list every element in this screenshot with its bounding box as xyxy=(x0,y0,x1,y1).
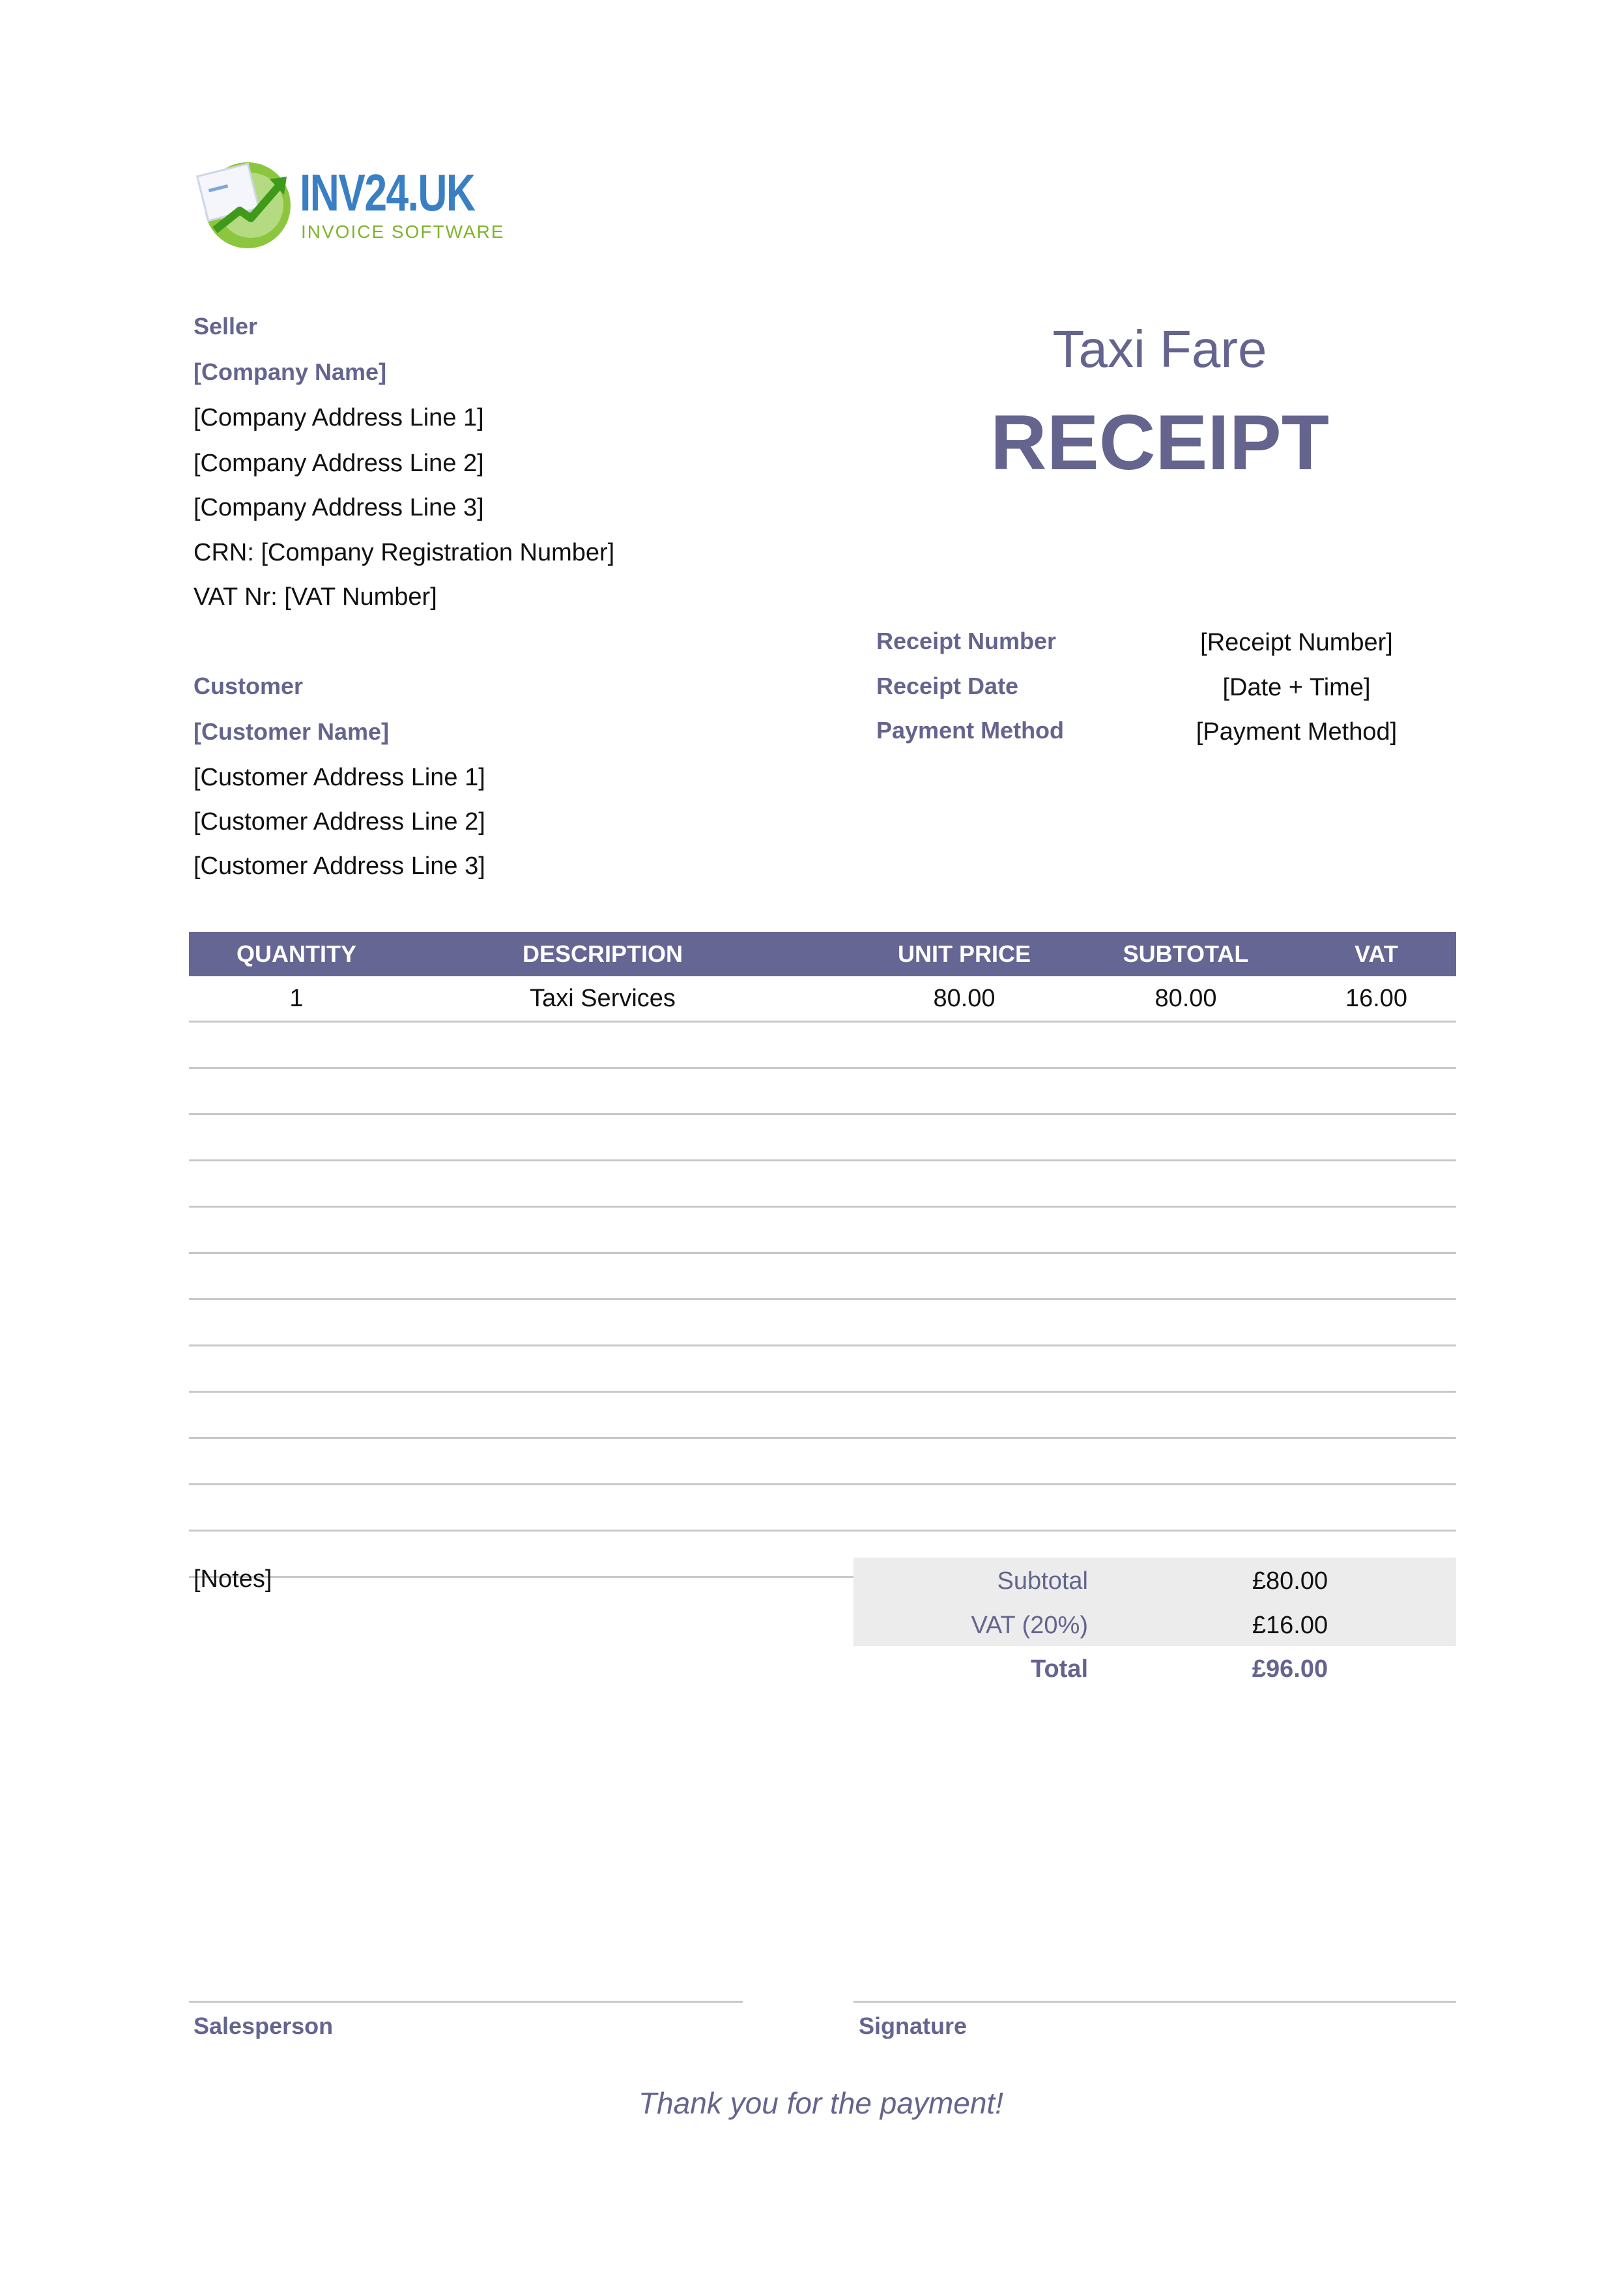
cell-quantity: 1 xyxy=(289,985,304,1012)
seller-company-name: [Company Name] xyxy=(194,358,387,385)
cell-description: Taxi Services xyxy=(530,985,676,1012)
seller-address-line-3: [Company Address Line 3] xyxy=(194,494,484,521)
thank-you-message: Thank you for the payment! xyxy=(638,2086,1003,2120)
table-row-empty xyxy=(189,1023,1456,1069)
seller-heading: Seller xyxy=(194,313,258,340)
customer-heading: Customer xyxy=(194,673,304,699)
receipt-date-value: [Date + Time] xyxy=(1222,674,1371,701)
receipt-subtitle: Taxi Fare xyxy=(1052,320,1267,378)
notes-text: [Notes] xyxy=(194,1565,272,1593)
table-row-empty xyxy=(189,1208,1456,1254)
table-row-empty xyxy=(189,1393,1456,1439)
customer-address-line-3: [Customer Address Line 3] xyxy=(194,852,485,880)
items-table xyxy=(189,932,1456,1578)
signature-line xyxy=(853,2001,1456,2003)
column-header-vat: VAT xyxy=(1355,940,1398,967)
table-row-empty xyxy=(189,1346,1456,1393)
payment-method-label: Payment Method xyxy=(876,717,1065,744)
cell-unit-price: 80.00 xyxy=(933,985,996,1012)
seller-crn: CRN: [Company Registration Number] xyxy=(194,539,615,566)
logo-brand-text: INV24.UK xyxy=(300,164,475,222)
column-header-subtotal: SUBTOTAL xyxy=(1123,940,1249,967)
table-row-empty xyxy=(189,1300,1456,1346)
vat-total-value: £16.00 xyxy=(1252,1612,1328,1639)
receipt-number-value: [Receipt Number] xyxy=(1200,629,1393,656)
table-row-empty xyxy=(189,1439,1456,1485)
table-header xyxy=(189,932,1456,976)
table-row-empty xyxy=(189,1115,1456,1161)
customer-address-line-1: [Customer Address Line 1] xyxy=(194,764,485,791)
payment-method-value: [Payment Method] xyxy=(1196,718,1398,746)
subtotal-label: Subtotal xyxy=(997,1567,1088,1595)
customer-address-line-2: [Customer Address Line 2] xyxy=(194,808,485,836)
seller-vat-number: VAT Nr: [VAT Number] xyxy=(194,583,437,611)
salesperson-label: Salesperson xyxy=(194,2013,334,2039)
vat-total-label: VAT (20%) xyxy=(971,1612,1088,1639)
salesperson-signature-line xyxy=(189,2001,743,2003)
logo-emblem-icon xyxy=(189,153,293,251)
seller-address-line-1: [Company Address Line 1] xyxy=(194,404,484,431)
table-row-empty xyxy=(189,1485,1456,1532)
signature-label: Signature xyxy=(859,2013,968,2039)
receipt-title: RECEIPT xyxy=(990,399,1330,486)
cell-subtotal: 80.00 xyxy=(1154,985,1217,1012)
column-header-unit-price: UNIT PRICE xyxy=(897,940,1031,967)
table-row-empty xyxy=(189,1069,1456,1115)
table-row xyxy=(189,976,1456,1023)
cell-vat: 16.00 xyxy=(1345,985,1408,1012)
customer-name: [Customer Name] xyxy=(194,718,390,745)
receipt-number-label: Receipt Number xyxy=(876,628,1057,654)
grand-total-label: Total xyxy=(1031,1655,1088,1683)
column-header-quantity: QUANTITY xyxy=(237,940,356,967)
subtotal-value: £80.00 xyxy=(1252,1567,1328,1595)
column-header-description: DESCRIPTION xyxy=(522,940,683,967)
receipt-date-label: Receipt Date xyxy=(876,673,1019,699)
table-row-empty xyxy=(189,1161,1456,1208)
seller-address-line-2: [Company Address Line 2] xyxy=(194,450,484,477)
logo-tagline: INVOICE SOFTWARE xyxy=(301,222,505,242)
table-row-empty xyxy=(189,1254,1456,1300)
grand-total-value: £96.00 xyxy=(1252,1655,1328,1683)
